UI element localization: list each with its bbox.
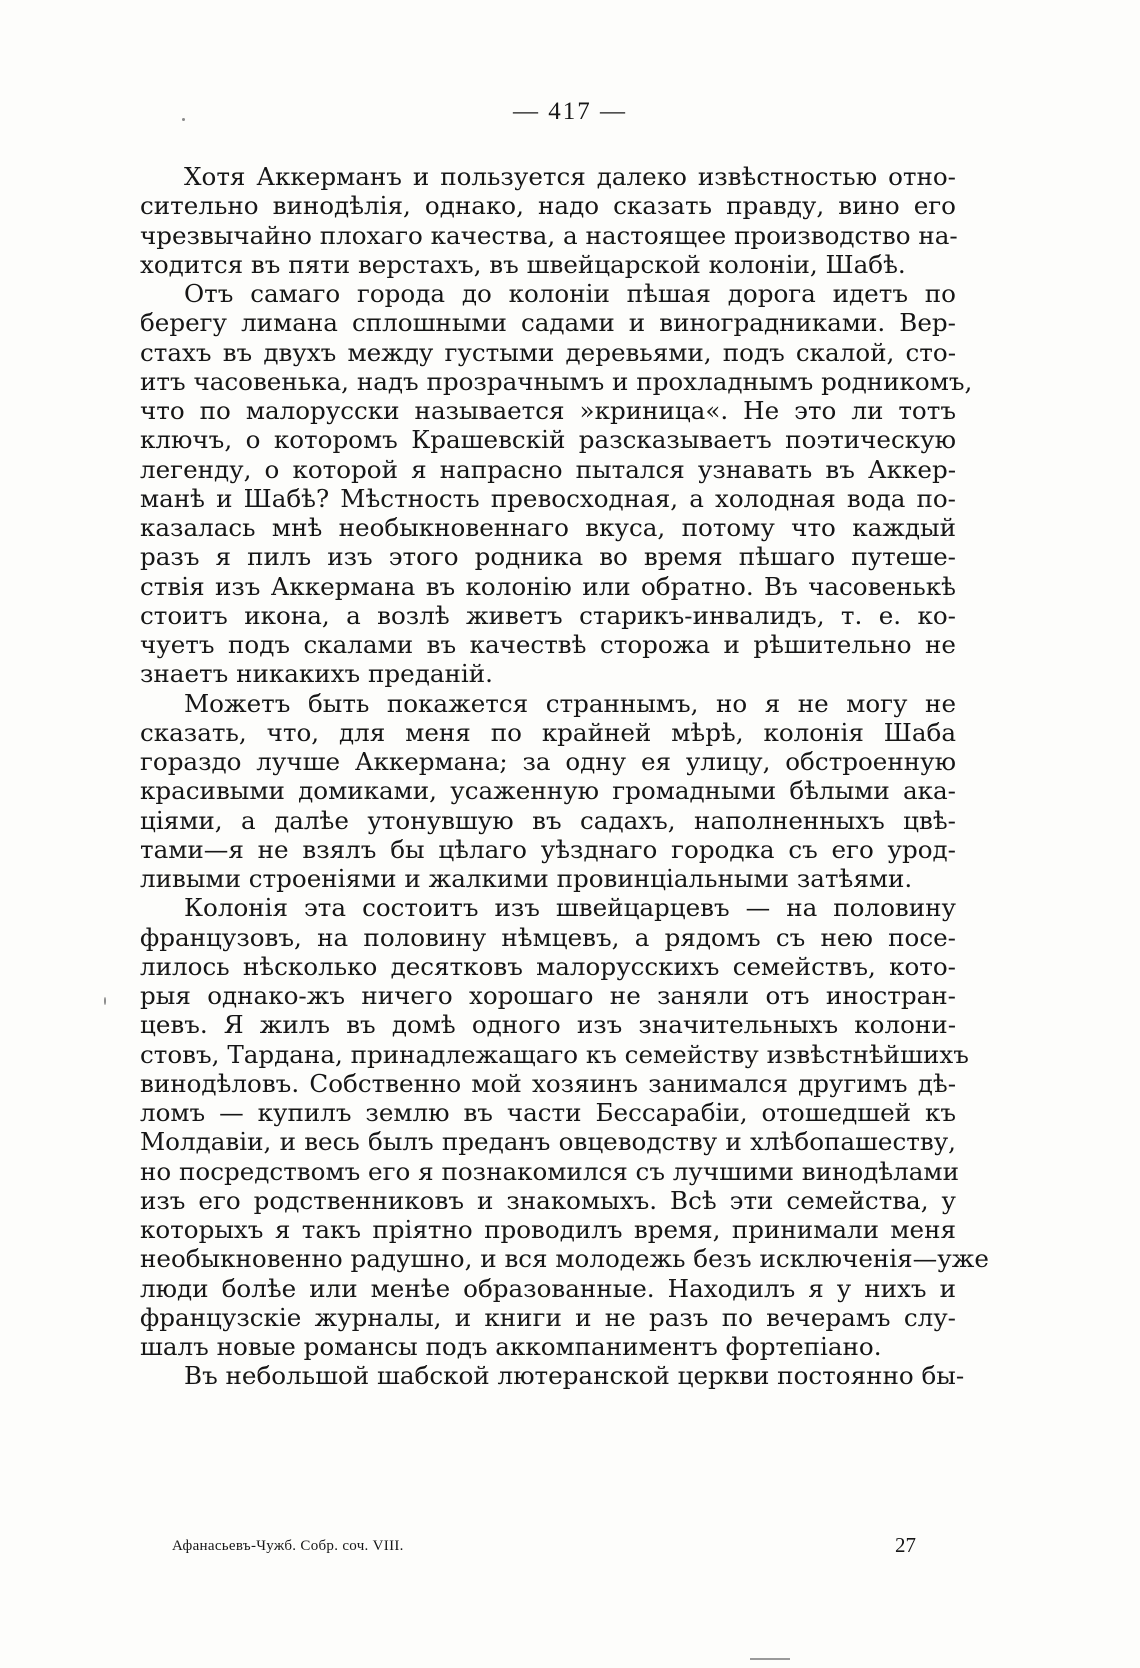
text-line: что по малорусски называется »криница«. Не это ли тотъ [140,396,956,425]
text-line: Отъ самаго города до колоніи пѣшая дорога идетъ по [184,279,956,308]
text-line: Молдавіи, и весь былъ преданъ овцеводству и хлѣбопашеству, [140,1127,956,1157]
text-line: красивыми домиками, усаженную громадными бѣлыми ака- [140,776,956,806]
text-line: шалъ новые романсы подъ аккомпаниментъ фортепіано. [140,1332,882,1361]
text-line: Колонія эта состоитъ изъ швейцарцевъ — на половину [184,893,956,923]
scan-speck [182,118,185,121]
scan-speck [104,997,106,1005]
text-line: ствія изъ Аккермана въ колонію или обратно. Въ часовенькѣ [140,571,956,601]
text-line: ходится въ пяти верстахъ, въ швейцарской колоніи, Шабѣ. [140,249,906,279]
text-line: итъ часовенька, надъ прозрачнымъ и прохладнымъ родникомъ, [140,366,973,396]
text-line: стахъ въ двухъ между густыми деревьями, подъ скалой, сто- [140,337,956,367]
page-number: — 417 — [513,98,627,125]
text-line: гораздо лучше Аккермана; за одну ея улицу, обстроенную [140,747,956,776]
text-line: необыкновенно радушно, и вся молодежь безъ исключенія—уже [140,1244,989,1274]
footer-signature-number: 27 [895,1533,916,1557]
text-line: французскіе журналы, и книги и не разъ по вечерамъ слу- [140,1302,956,1332]
text-line: ливыми строеніями и жалкими провинціальными затѣями. [140,864,913,893]
scan-mark [750,1658,790,1660]
text-line: ціями, а далѣе утонувшую въ садахъ, наполненныхъ цвѣ- [140,805,956,835]
text-line: берегу лимана сплошными садами и виноградниками. Вер- [140,308,956,338]
text-line: лилось нѣсколько десятковъ малорусскихъ семействъ, кото- [140,951,956,981]
text-line: тами—я не взялъ бы цѣлаго уѣзднаго городка съ его урод- [140,834,956,864]
text-line: сказать, что, для меня по крайней мѣрѣ, колонія Шаба [140,717,956,747]
text-line: рыя однако-жъ ничего хорошаго не заняли отъ иностран- [140,981,956,1010]
footer-signature: Афанасьевъ-Чужб. Собр. соч. VIII. [172,1538,404,1554]
text-line: которыхъ я такъ пріятно проводилъ время, принимали меня [140,1215,956,1244]
text-line: Хотя Аккерманъ и пользуется далеко извѣстностью отно- [184,162,956,191]
text-line: цевъ. Я жилъ въ домѣ одного изъ значительныхъ колони- [140,1010,956,1040]
text-line: чуетъ подъ скалами въ качествѣ сторожа и рѣшительно не [140,630,956,659]
text-line: но посредствомъ его я познакомился съ лучшими винодѣлами [140,1156,959,1186]
text-line: винодѣловъ. Собственно мой хозяинъ занимался другимъ дѣ- [140,1068,956,1098]
body-text [140,162,989,1391]
text-line: Въ небольшой шабской лютеранской церкви постоянно бы- [184,1361,965,1391]
text-line: манѣ и Шабѣ? Мѣстность превосходная, а холодная вода по- [140,483,956,513]
text-line: ломъ — купилъ землю въ части Бессарабіи, отошедшей къ [140,1098,956,1127]
text-line: сительно винодѣлія, однако, надо сказать правду, вино его [140,191,956,221]
text-line: чрезвычайно плохаго качества, а настоящее производство на- [140,220,958,250]
text-line: французовъ, на половину нѣмцевъ, а рядомъ съ нею посе- [140,922,956,952]
text-line: люди болѣе или менѣе образованные. Находилъ я у нихъ и [140,1273,956,1303]
text-line: изъ его родственниковъ и знакомыхъ. Всѣ эти семейства, у [140,1185,956,1215]
text-line: стовъ, Тардана, принадлежащаго къ семейству извѣстнѣйшихъ [140,1039,969,1069]
text-line: легенду, о которой я напрасно пытался узнавать въ Аккер- [140,454,956,484]
text-line: ключъ, о которомъ Крашевскій разсказываетъ поэтическую [140,425,956,455]
text-line: разъ я пилъ изъ этого родника во время пѣшаго путеше- [140,542,956,572]
text-line: стоитъ икона, а возлѣ живетъ старикъ-инвалидъ, т. е. ко- [140,600,956,630]
text-line: знаетъ никакихъ преданій. [140,659,493,689]
text-line: казалась мнѣ необыкновеннаго вкуса, потому что каждый [140,513,956,542]
text-line: Можетъ быть покажется страннымъ, но я не могу не [184,688,956,718]
